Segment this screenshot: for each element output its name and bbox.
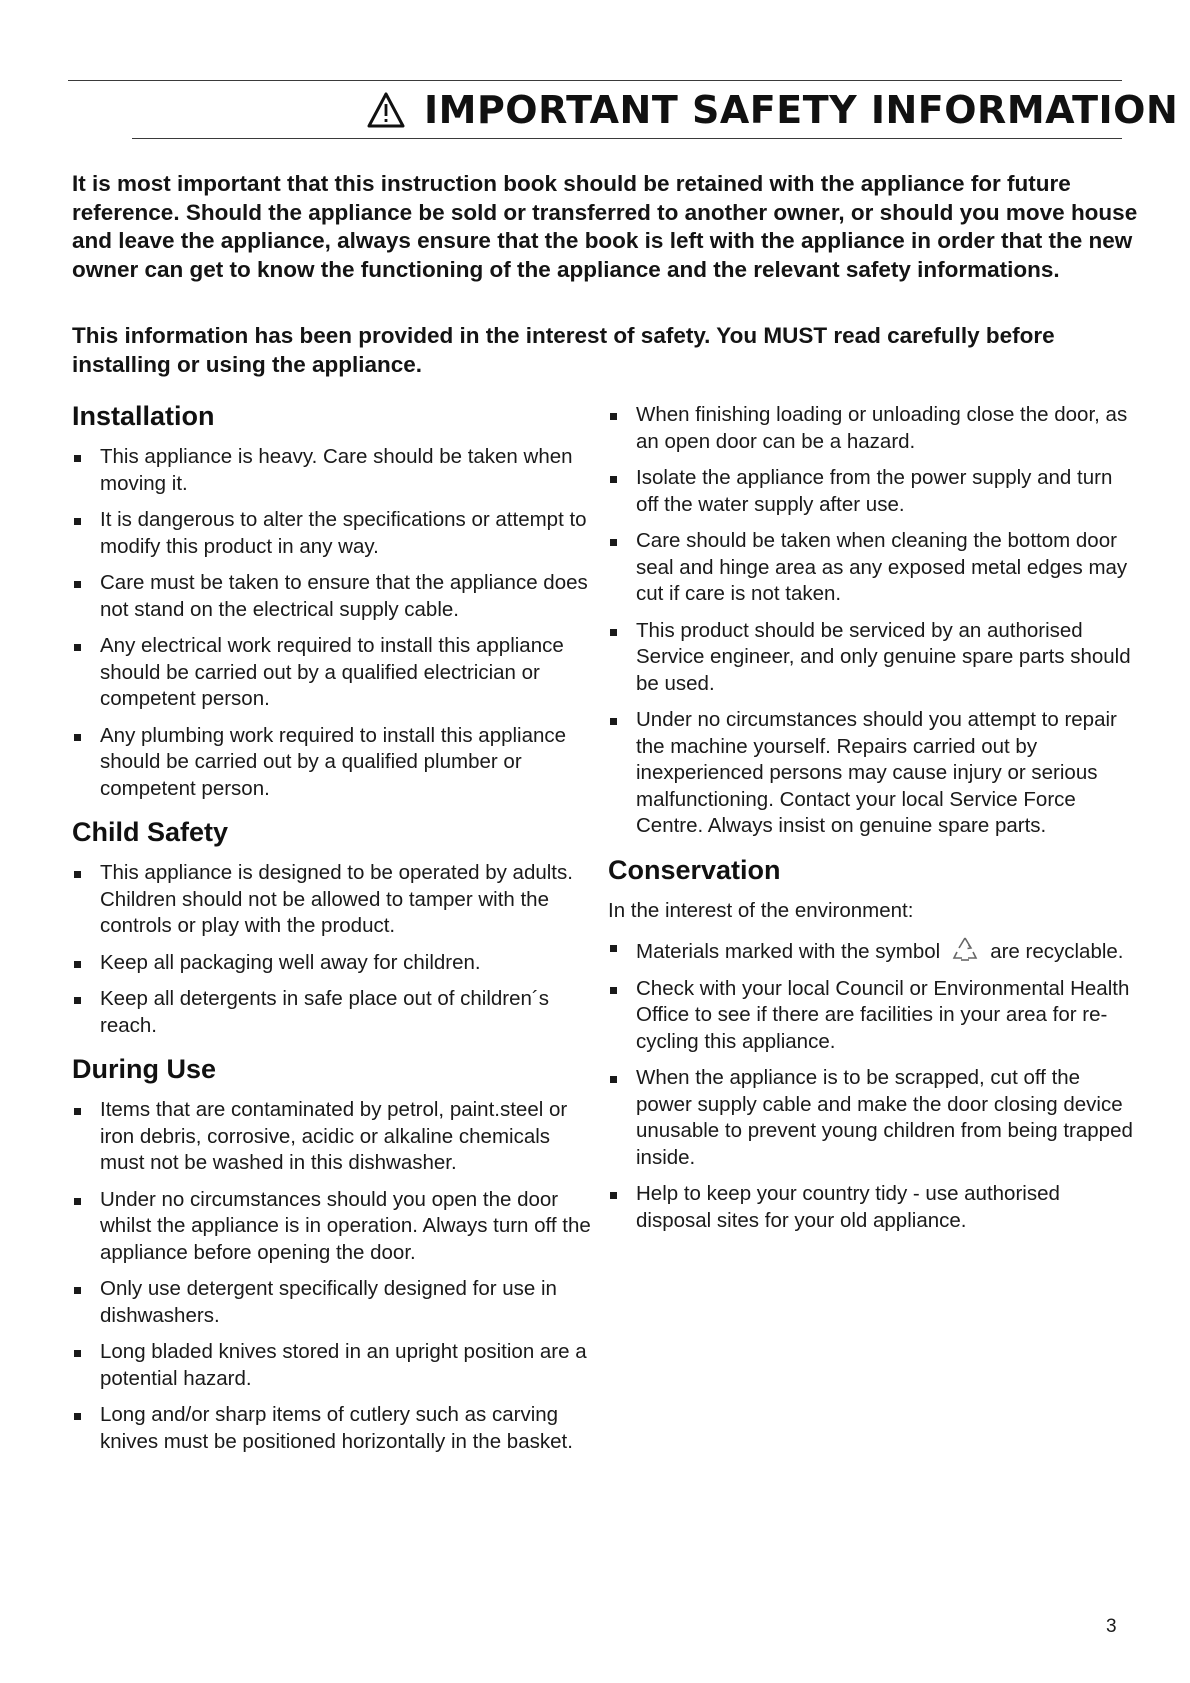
bullet-square-icon [74,518,81,525]
list-item: Materials marked with the symbol are recyclable. [608,934,1138,966]
during-use-list [72,1097,592,1455]
bullet-square-icon [610,476,617,483]
page-number: 3 [1106,1616,1117,1637]
installation-heading: Installation [72,401,215,431]
list-item: When finishing loading or unloading close the door, as an open door can be a hazard. [608,402,1138,455]
bullet-square-icon [610,539,617,546]
list-item: When the appliance is to be scrapped, cut off the power supply cable and make the door closing device unusable to prevent young children from being trapped inside. [608,1065,1138,1171]
list-item: Any plumbing work required to install this appliance should be carried out by a qualified plumber or competent person. [72,723,592,803]
list-item: Under no circumstances should you attempt to repair the machine yourself. Repairs carried out by inexperienced persons may cause injury or serious malfunctioning. Contact your local Service Force Centre. Always insist on genuine spare parts. [608,707,1138,840]
page-title [366,86,1178,134]
list-item: It is dangerous to alter the specifications or attempt to modify this product in any way. [72,507,592,560]
list-item: Isolate the appliance from the power supply and turn off the water supply after use. [608,465,1138,518]
bullet-square-icon [610,1192,617,1199]
bullet-square-icon [610,629,617,636]
warning-triangle-icon [366,91,406,129]
bullet-square-icon [610,1076,617,1083]
bullet-square-icon [74,1413,81,1420]
during-use-heading: During Use [72,1054,217,1084]
list-item: Care must be taken to ensure that the appliance does not stand on the electrical supply cable. [72,570,592,623]
conservation-list [608,934,1138,1234]
bullet-square-icon [74,997,81,1004]
bullet-square-icon [610,987,617,994]
list-item: Help to keep your country tidy - use authorised disposal sites for your old appliance. [608,1181,1138,1234]
header-rule-top [68,80,1122,81]
bullet-square-icon [74,644,81,651]
bullet-square-icon [610,718,617,725]
left-column [72,400,592,1465]
conservation-intro: In the interest of the environment: [608,898,914,922]
list-item: Only use detergent specifically designed for use in dishwashers. [72,1276,592,1329]
list-item: Keep all packaging well away for children. [72,950,592,977]
bullet-square-icon [74,1108,81,1115]
bullet-square-icon [74,1287,81,1294]
bullet-square-icon [74,871,81,878]
bullet-square-icon [74,1198,81,1205]
list-item: Long bladed knives stored in an upright position are a potential hazard. [72,1339,592,1392]
bullet-square-icon [74,734,81,741]
child-safety-heading: Child Safety [72,817,229,847]
bullet-square-icon [74,455,81,462]
right-column [608,402,1138,1244]
list-item: This appliance is heavy. Care should be taken when moving it. [72,444,592,497]
child-safety-list [72,860,592,1039]
intro-paragraph-retain-book: It is most important that this instruction book should be retained with the appliance for future reference. Should the appliance be sold or transferred to another owner, or should you move house and leave the appliance, always ensure that the book is left with the appliance in order that the new owner can get to know the functioning of the appliance and the relevant safety informations. [72,171,1138,282]
bullet-square-icon [610,413,617,420]
list-item: Under no circumstances should you open the door whilst the appliance is in operation. Always turn off the appliance before opening the door. [72,1187,592,1267]
list-item: Any electrical work required to install this appliance should be carried out by a qualified electrician or competent person. [72,633,592,713]
intro-paragraph-read-carefully: This information has been provided in the interest of safety. You MUST read carefully before installing or using the appliance. [72,323,1055,377]
list-item: Check with your local Council or Environmental Health Office to see if there are facilities in your area for re-cycling this appliance. [608,976,1138,1056]
installation-list [72,444,592,802]
header-rule-bottom [132,138,1122,139]
bullet-square-icon [74,581,81,588]
recycle-symbol-icon [950,934,980,964]
bullet-square-icon [74,1350,81,1357]
list-item: This appliance is designed to be operated by adults. Children should not be allowed to tamper with the controls or play with the product. [72,860,592,940]
bullet-square-icon [74,961,81,968]
list-item: Long and/or sharp items of cutlery such as carving knives must be positioned horizontally in the basket. [72,1402,592,1455]
list-item: This product should be serviced by an authorised Service engineer, and only genuine spare parts should be used. [608,618,1138,698]
bullet-square-icon [610,945,617,952]
page-title-text: IMPORTANT SAFETY INFORMATION [424,88,1179,132]
during-use-continued-list [608,402,1138,840]
conservation-heading: Conservation [608,854,781,885]
list-item: Keep all detergents in safe place out of children´s reach. [72,986,592,1039]
list-item: Care should be taken when cleaning the bottom door seal and hinge area as any exposed metal edges may cut if care is not taken. [608,528,1138,608]
list-item: Items that are contaminated by petrol, paint.steel or iron debris, corrosive, acidic or alkaline chemicals must not be washed in this dishwasher. [72,1097,592,1177]
